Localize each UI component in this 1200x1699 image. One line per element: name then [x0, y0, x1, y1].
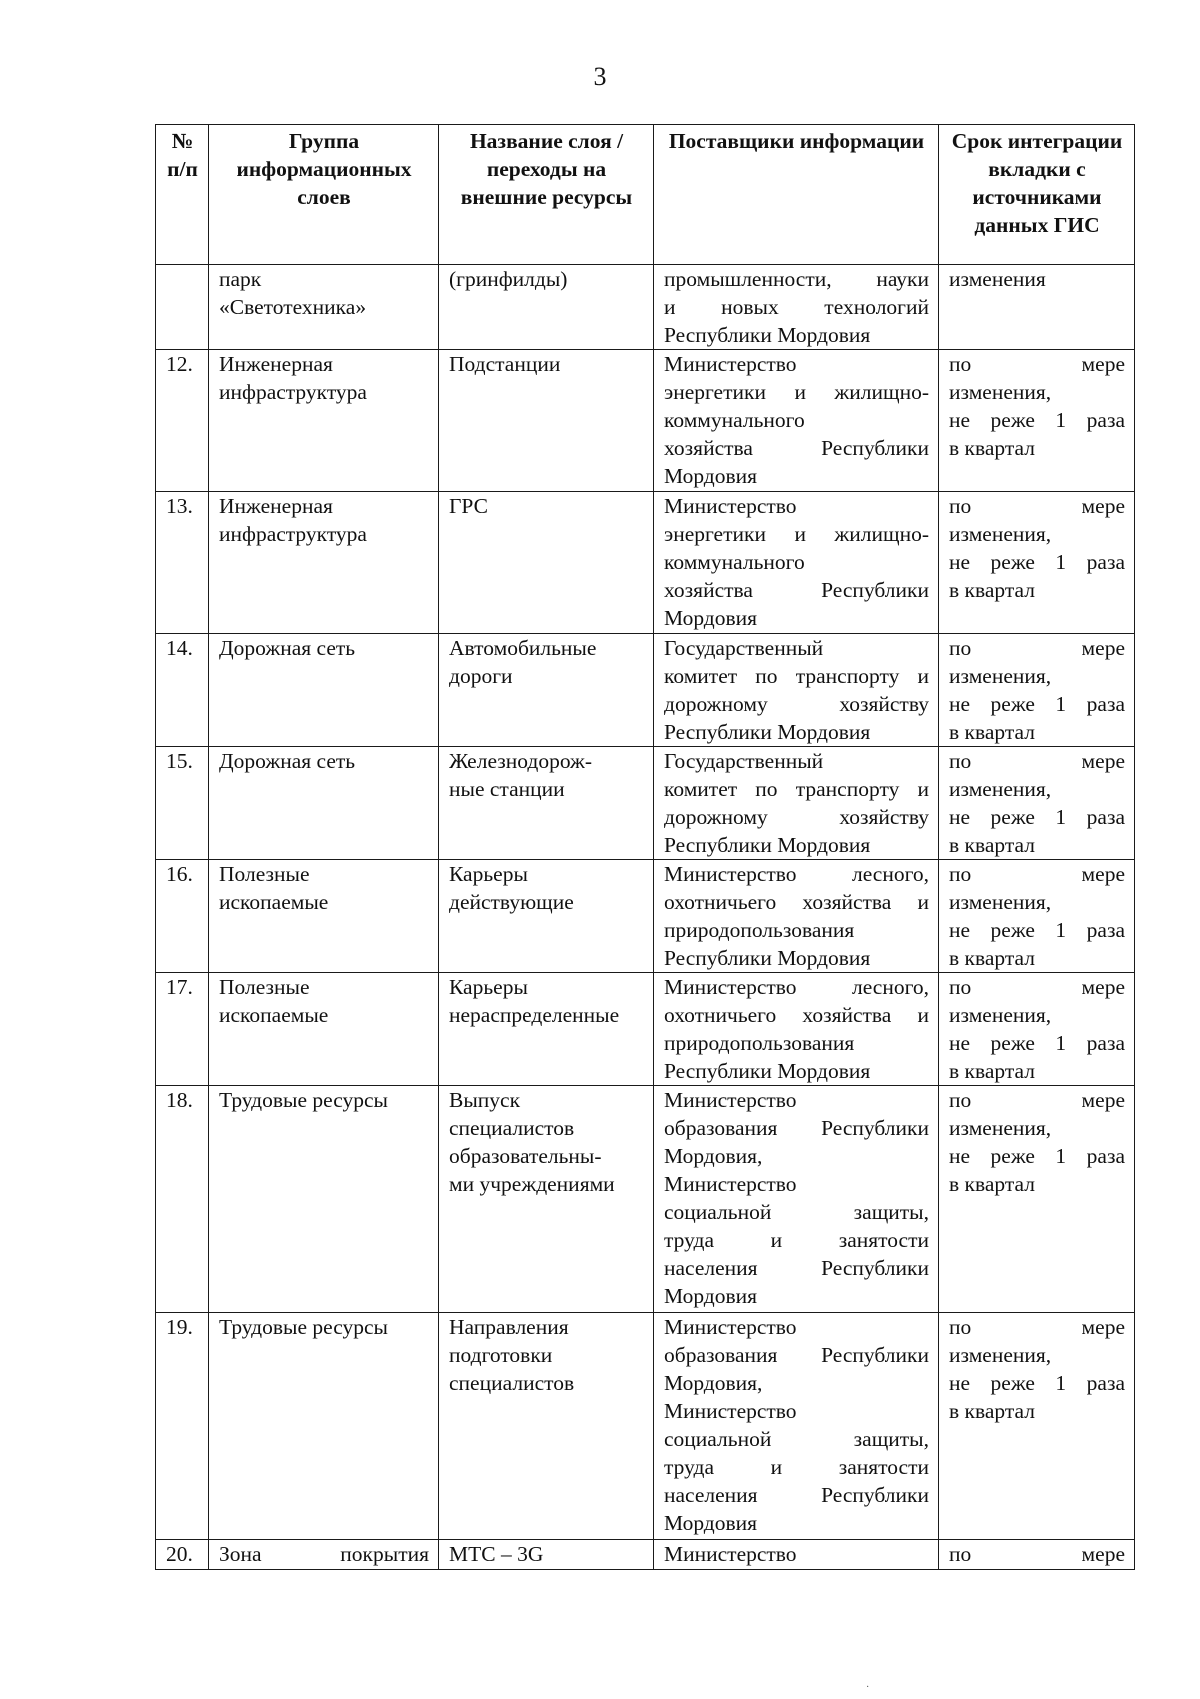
- cell-line: Республики Мордовия: [664, 946, 871, 970]
- cell-line: социальной защиты,: [664, 1427, 929, 1451]
- cell-line: Железнодорож-: [449, 749, 593, 773]
- cell-line: не реже 1 раза: [949, 550, 1125, 574]
- cell-providers: [654, 747, 939, 860]
- cell-line: изменения,: [949, 380, 1052, 404]
- cell-layer: [439, 973, 654, 1086]
- cell-group: [209, 492, 439, 634]
- cell-line: в квартал: [949, 946, 1035, 970]
- cell-line: (гринфилды): [449, 267, 568, 291]
- cell-line: Министерство лесного,: [664, 862, 929, 886]
- cell-line: по мере: [949, 1315, 1125, 1339]
- cell-term: [939, 634, 1135, 747]
- cell-line: в квартал: [949, 1399, 1035, 1423]
- cell-group: [209, 973, 439, 1086]
- cell-line: Министерство: [664, 1172, 797, 1196]
- info-layers-table: [155, 124, 1135, 1570]
- scan-mark: ·: [866, 1682, 870, 1693]
- cell-term: [939, 1540, 1135, 1570]
- header-layer: Название слоя / переходы на внешние ресурсы: [439, 125, 654, 265]
- cell-term: [939, 265, 1135, 350]
- cell-line: Направления: [449, 1315, 569, 1339]
- cell-line: изменения: [949, 267, 1046, 291]
- cell-num: [156, 265, 209, 350]
- cell-line: ные станции: [449, 777, 565, 801]
- cell-group: [209, 634, 439, 747]
- cell-line: Мордовия,: [664, 1371, 763, 1395]
- cell-line: по мере: [949, 352, 1125, 376]
- cell-providers: [654, 492, 939, 634]
- cell-line: Автомобильные: [449, 636, 597, 660]
- cell-line: Министерство: [664, 1315, 797, 1339]
- cell-line: Мордовия: [664, 1511, 758, 1535]
- cell-line: МТС – 3G: [449, 1542, 544, 1566]
- cell-line: энергетики и жилищно-: [664, 380, 929, 404]
- cell-term: [939, 1313, 1135, 1540]
- table-row: [156, 973, 1135, 1086]
- table-row: [156, 634, 1135, 747]
- cell-line: природопользования: [664, 1031, 855, 1055]
- table-row: [156, 492, 1135, 634]
- cell-line: не реже 1 раза: [949, 1144, 1125, 1168]
- cell-line: Инженерная: [219, 352, 333, 376]
- header-term: Срок интеграции вкладки с источниками данных ГИС: [939, 125, 1135, 265]
- cell-group: [209, 860, 439, 973]
- cell-line: изменения,: [949, 664, 1052, 688]
- header-group: Группа информационных слоев: [209, 125, 439, 265]
- cell-term: [939, 1086, 1135, 1313]
- cell-line: по мере: [949, 862, 1125, 886]
- cell-line: Мордовия: [664, 464, 758, 488]
- cell-group: [209, 1086, 439, 1313]
- cell-line: труда и занятости: [664, 1455, 929, 1479]
- cell-line: специалистов: [449, 1371, 575, 1395]
- header-num: № п/п: [156, 125, 209, 265]
- cell-line: Карьеры: [449, 975, 528, 999]
- table-row: [156, 265, 1135, 350]
- cell-line: не реже 1 раза: [949, 918, 1125, 942]
- cell-line: парк: [219, 267, 262, 291]
- cell-num: 14.: [156, 634, 209, 747]
- cell-term: [939, 747, 1135, 860]
- cell-line: не реже 1 раза: [949, 692, 1125, 716]
- cell-layer: [439, 265, 654, 350]
- cell-line: хозяйства Республики: [664, 578, 929, 602]
- cell-line: населения Республики: [664, 1483, 929, 1507]
- cell-num: 16.: [156, 860, 209, 973]
- cell-line: ископаемые: [219, 890, 329, 914]
- cell-line: действующие: [449, 890, 574, 914]
- cell-line: Мордовия,: [664, 1144, 763, 1168]
- table-row: [156, 1313, 1135, 1540]
- table-row: [156, 860, 1135, 973]
- cell-line: по мере: [949, 1542, 1125, 1566]
- cell-term: [939, 492, 1135, 634]
- cell-line: не реже 1 раза: [949, 408, 1125, 432]
- cell-line: специалистов: [449, 1116, 575, 1140]
- cell-line: инфраструктура: [219, 522, 367, 546]
- cell-line: не реже 1 раза: [949, 805, 1125, 829]
- cell-line: дорожному хозяйству: [664, 805, 929, 829]
- cell-num: 12.: [156, 350, 209, 492]
- table-row: [156, 350, 1135, 492]
- table-row: [156, 1540, 1135, 1570]
- cell-line: подготовки: [449, 1343, 553, 1367]
- cell-line: Зона покрытия: [219, 1542, 429, 1566]
- cell-line: коммунального: [664, 408, 805, 432]
- cell-providers: [654, 1540, 939, 1570]
- cell-num: 20.: [156, 1540, 209, 1570]
- cell-line: не реже 1 раза: [949, 1371, 1125, 1395]
- cell-line: «Светотехника»: [219, 295, 367, 319]
- cell-providers: [654, 265, 939, 350]
- cell-layer: [439, 1313, 654, 1540]
- cell-num: 19.: [156, 1313, 209, 1540]
- cell-providers: [654, 350, 939, 492]
- cell-line: в квартал: [949, 833, 1035, 857]
- cell-group: [209, 350, 439, 492]
- cell-line: Трудовые ресурсы: [219, 1315, 388, 1339]
- cell-line: Республики Мордовия: [664, 833, 871, 857]
- cell-line: Полезные: [219, 975, 310, 999]
- cell-line: Министерство: [664, 352, 797, 376]
- cell-num: 18.: [156, 1086, 209, 1313]
- cell-line: Мордовия: [664, 1284, 758, 1308]
- cell-line: изменения,: [949, 522, 1052, 546]
- cell-line: комитет по транспорту и: [664, 664, 929, 688]
- cell-line: по мере: [949, 1088, 1125, 1112]
- cell-line: дорожному хозяйству: [664, 692, 929, 716]
- cell-line: Полезные: [219, 862, 310, 886]
- cell-line: Выпуск: [449, 1088, 521, 1112]
- cell-line: в квартал: [949, 578, 1035, 602]
- cell-providers: [654, 973, 939, 1086]
- cell-layer: [439, 492, 654, 634]
- cell-group: [209, 747, 439, 860]
- cell-layer: [439, 1540, 654, 1570]
- cell-line: нераспределенные: [449, 1003, 620, 1027]
- cell-line: Министерство: [664, 1542, 797, 1566]
- cell-providers: [654, 1313, 939, 1540]
- cell-line: промышленности, науки: [664, 267, 929, 291]
- cell-line: в квартал: [949, 720, 1035, 744]
- cell-line: Карьеры: [449, 862, 528, 886]
- cell-line: Дорожная сеть: [219, 749, 356, 773]
- cell-line: Дорожная сеть: [219, 636, 356, 660]
- table-body: [156, 265, 1135, 1570]
- cell-line: ископаемые: [219, 1003, 329, 1027]
- cell-line: в квартал: [949, 1059, 1035, 1083]
- cell-line: не реже 1 раза: [949, 1031, 1125, 1055]
- cell-layer: [439, 634, 654, 747]
- cell-line: изменения,: [949, 1003, 1052, 1027]
- cell-layer: [439, 350, 654, 492]
- cell-line: в квартал: [949, 436, 1035, 460]
- cell-line: Государственный: [664, 636, 824, 660]
- cell-line: по мере: [949, 749, 1125, 773]
- cell-providers: [654, 1086, 939, 1313]
- cell-line: изменения,: [949, 1116, 1052, 1140]
- cell-layer: [439, 860, 654, 973]
- table-row: [156, 1086, 1135, 1313]
- cell-line: и новых технологий: [664, 295, 929, 319]
- cell-line: изменения,: [949, 777, 1052, 801]
- table-header-row: [156, 125, 1135, 265]
- cell-line: населения Республики: [664, 1256, 929, 1280]
- cell-providers: [654, 634, 939, 747]
- cell-line: охотничьего хозяйства и: [664, 890, 929, 914]
- cell-line: Республики Мордовия: [664, 323, 871, 347]
- cell-term: [939, 350, 1135, 492]
- cell-line: Инженерная: [219, 494, 333, 518]
- cell-providers: [654, 860, 939, 973]
- page-number: 3: [593, 62, 607, 91]
- cell-layer: [439, 1086, 654, 1313]
- cell-line: дороги: [449, 664, 513, 688]
- cell-term: [939, 860, 1135, 973]
- cell-group: [209, 1313, 439, 1540]
- cell-line: Подстанции: [449, 352, 561, 376]
- cell-line: по мере: [949, 636, 1125, 660]
- cell-line: образования Республики: [664, 1343, 929, 1367]
- cell-line: Министерство: [664, 1088, 797, 1112]
- cell-line: энергетики и жилищно-: [664, 522, 929, 546]
- cell-line: Республики Мордовия: [664, 720, 871, 744]
- cell-group: [209, 1540, 439, 1570]
- header-providers: Поставщики информации: [654, 125, 939, 265]
- cell-line: ГРС: [449, 494, 488, 518]
- cell-line: изменения,: [949, 1343, 1052, 1367]
- table-row: [156, 747, 1135, 860]
- cell-line: коммунального: [664, 550, 805, 574]
- cell-line: Трудовые ресурсы: [219, 1088, 388, 1112]
- cell-line: социальной защиты,: [664, 1200, 929, 1224]
- cell-line: изменения,: [949, 890, 1052, 914]
- cell-line: ми учреждениями: [449, 1172, 615, 1196]
- cell-group: [209, 265, 439, 350]
- cell-line: охотничьего хозяйства и: [664, 1003, 929, 1027]
- cell-line: труда и занятости: [664, 1228, 929, 1252]
- cell-line: комитет по транспорту и: [664, 777, 929, 801]
- cell-line: Министерство: [664, 1399, 797, 1423]
- cell-line: образования Республики: [664, 1116, 929, 1140]
- cell-line: Республики Мордовия: [664, 1059, 871, 1083]
- cell-num: 13.: [156, 492, 209, 634]
- cell-layer: [439, 747, 654, 860]
- cell-line: инфраструктура: [219, 380, 367, 404]
- cell-num: 17.: [156, 973, 209, 1086]
- cell-line: в квартал: [949, 1172, 1035, 1196]
- cell-term: [939, 973, 1135, 1086]
- cell-line: Министерство лесного,: [664, 975, 929, 999]
- cell-line: по мере: [949, 494, 1125, 518]
- cell-line: Государственный: [664, 749, 824, 773]
- cell-line: образовательны-: [449, 1144, 602, 1168]
- cell-line: Мордовия: [664, 606, 758, 630]
- cell-line: хозяйства Республики: [664, 436, 929, 460]
- cell-line: по мере: [949, 975, 1125, 999]
- cell-line: природопользования: [664, 918, 855, 942]
- cell-line: Министерство: [664, 494, 797, 518]
- cell-num: 15.: [156, 747, 209, 860]
